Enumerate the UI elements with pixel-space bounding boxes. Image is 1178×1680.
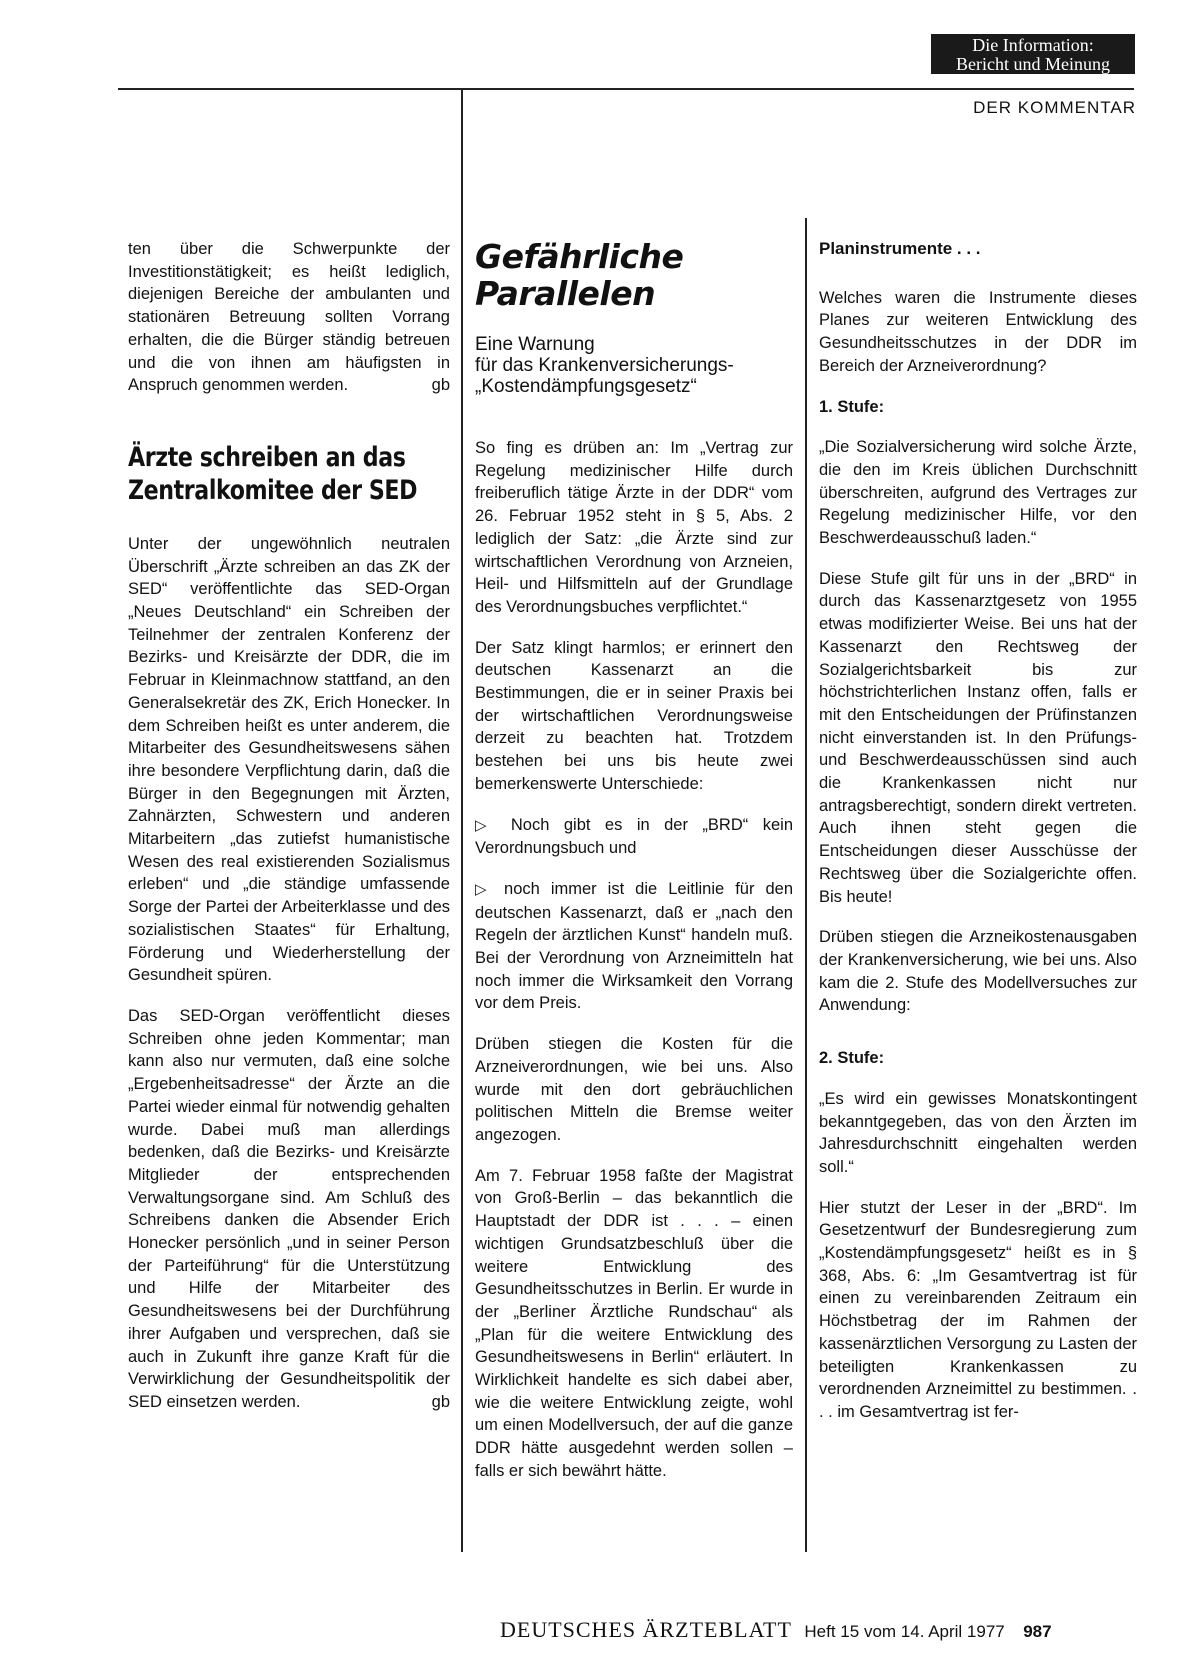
- badge-line-2: Bericht und Meinung: [956, 54, 1110, 74]
- stage-2-heading: 2. Stufe:: [819, 1049, 885, 1068]
- page-number: 987: [1023, 1622, 1052, 1641]
- triangle-bullet-icon: ▷: [475, 816, 497, 834]
- subtitle-line-3: „Kostendämpfungsgesetz“: [475, 376, 697, 397]
- triangle-bullet-icon: ▷: [475, 880, 493, 898]
- column-left: [128, 238, 450, 1432]
- section-kicker: DER KOMMENTAR: [973, 98, 1136, 117]
- column-middle: [475, 238, 793, 1501]
- headline-aerzte: Ärzte schreiben an das Zentralkomitee der SED: [128, 441, 418, 506]
- stage-1-heading: 1. Stufe:: [819, 397, 885, 416]
- subtitle-line-1: Eine Warnung: [475, 334, 595, 355]
- right-paragraph-4: Drüben stiegen die Arzneikostenausgaben der Krankenversicherung, wie bei uns. Also kam die 2. Stufe des Modellversuches zur Anwendung:: [819, 928, 1137, 1015]
- comment-paragraph-3: Drüben stiegen die Kosten für die Arzneiverordnungen, wie bei uns. Also wurde mit den dort gebräuchlichen politischen Mitteln die Bremse weiter angezogen.: [475, 1035, 793, 1144]
- bullet-text-2: noch immer ist die Leitlinie für den deutschen Kassenarzt, daß er „nach den Regeln der ärztlichen Kunst“ handeln muß. Bei der Verordnung von Arzneimitteln hat noch immer die Wirksamkeit den Vorrang vor dem Preis.: [475, 879, 793, 1013]
- right-paragraph-1: Welches waren die Instrumente dieses Planes zur weiteren Entwicklung des Gesundheitsschutzes in der DDR im Bereich der Arzneiverordnung?: [819, 288, 1137, 375]
- comment-paragraph-2: Der Satz klingt harmlos; er erinnert den deutschen Kassenarzt an die Bestimmungen, die er in seiner Praxis bei der wirtschaftlichen Verordnungsweise derzeit zu beachten hat. Trotzdem bestehen bei uns bis heute zwei bemerkenswerte Unterschiede:: [475, 638, 793, 793]
- journal-masthead: DEUTSCHES ÄRZTEBLATT: [500, 1617, 792, 1642]
- column-right: [819, 238, 1137, 1442]
- headline-parallelen: Gefährliche Parallelen: [475, 237, 684, 313]
- intro-text: ten über die Schwerpunkte der Investitionstätigkeit; es heißt lediglich, diejenigen Bereiche der ambulanten und stationären Betreuung sollten Vorrang erhalten, die die Bürger ständig betreuen und die von ihnen am häufigsten in Anspruch genommen werden.: [128, 240, 450, 395]
- subtitle: [475, 334, 793, 397]
- badge-line-1: Die Information:: [972, 35, 1094, 55]
- section-badge: [931, 34, 1135, 74]
- article-paragraph-2-text: Das SED-Organ veröffentlicht dieses Schreiben ohne jeden Kommentar; man kann also nur vermuten, daß eine solche „Ergebenheitsadresse“ der Ärzte an die Partei wieder einmal für notwendig gehalten wurde. Dabei muß man allerdings bedenken, daß die Bezirks- und Kreisärzte Mitglieder der entsprechenden Verwaltungsorgane sind. Am Schluß des Schreibens danken die Absender Erich Honecker persönlich „und in seiner Person der Parteiführung“ für die Unterstützung und Hilfe der Mitarbeiter des Gesundheitswesens bei der Durchführung ihrer Aufgaben und versprechen, daß sie auch in Zukunft ihre ganze Kraft für die Verwirklichung der Gesundheitspolitik der SED einsetzen werden.: [128, 1006, 450, 1411]
- comment-paragraph-4: Am 7. Februar 1958 faßte der Magistrat von Groß-Berlin – das bekanntlich die Hauptstadt der DDR ist . . . – einen wichtigen Grundsatzbeschluß über die weitere Entwicklung des Gesundheitsschutzes in Berlin. Er wurde in der „Berliner Ärztliche Rundschau“ als „Plan für die weitere Entwicklung des Gesundheitswesens in Berlin“ erläutert. In Wirklichkeit handelte es sich dabei aber, wie die weitere Entwicklung zeigte, wohl um einen Modellversuch, der auf die ganze DDR hätte ausgedehnt werden sollen – falls er sich bewährt hätte.: [475, 1166, 793, 1480]
- page-footer: [500, 1617, 1052, 1643]
- right-paragraph-5: „Es wird ein gewisses Monatskontingent bekanntgegeben, das von den Ärzten im Jahresdurchschnitt eingehalten werden soll.“: [819, 1089, 1137, 1176]
- article-paragraph-1: Unter der ungewöhnlich neutralen Überschrift „Ärzte schreiben an das ZK der SED“ veröffentlichte das SED-Organ „Neues Deutschland“ ein Schreiben der Teilnehmer der zentralen Konferenz der Bezirks- und Kreisärzte der DDR, die im Februar in Kleinmachnow stattfand, an den Generalsekretär des ZK, Erich Honecker. In dem Schreiben heißt es unter anderem, die Mitarbeiter des Gesundheitswesens sähen ihre besondere Verpflichtung darin, daß die Bürger in den Begegnungen mit Ärzten, Zahnärzten, Schwestern und anderen Mitarbeitern „das zutiefst humanistische Wesen des real existierenden Sozialismus erleben“ und „die ständige umfassende Sorge der Partei der Arbeiterklasse und des sozialistischen Staates“ für Erhaltung, Förderung und Wiederherstellung der Gesundheit spüren.: [128, 534, 450, 985]
- intro-paragraph: [128, 238, 450, 397]
- bullet-item-1: [475, 814, 793, 860]
- comment-paragraph-1: So fing es drüben an: Im „Vertrag zur Regelung medizinischer Hilfe durch freiberuflich tätige Ärzte in der DDR“ vom 26. Februar 1952 steht in § 5, Abs. 2 lediglich der Satz: „die Ärzte sind zur wirtschaftlichen Verordnung von Arzneien, Heil- und Hilfsmitteln auf der Grundlage des Verordnungsbuches verpflichtet.“: [475, 439, 793, 616]
- top-rule: [118, 88, 1134, 90]
- bullet-text-1: Noch gibt es in der „BRD“ kein Verordnungsbuch und: [475, 815, 793, 858]
- right-paragraph-3: Diese Stufe gilt für uns in der „BRD“ in durch das Kassenarztgesetz von 1955 etwas modifizierter Weise. Bei uns hat der Kassenarzt den Rechtsweg der Sozialgerichtsbarkeit bis zur höchstrichterlichen Instanz offen, falls er mit den Entscheidungen der Prüfinstanzen nicht einverstanden ist. In den Prüfungs- und Beschwerdeausschüssen sind auch die Krankenkassen nicht nur antragsberechtigt, sondern direkt vertreten. Auch ihnen steht gegen die Entscheidungen dieser Ausschüsse der Rechtsweg über die Sozialgerichte offen. Bis heute!: [819, 569, 1137, 906]
- issue-info: Heft 15 vom 14. April 1977: [804, 1622, 1005, 1641]
- subtitle-line-2: für das Krankenversicherungs-: [475, 355, 734, 376]
- column-divider-2: [805, 218, 807, 1552]
- right-paragraph-2: „Die Sozialversicherung wird solche Ärzte, die den im Kreis üblichen Durchschnitt überschreiten, aufgrund des Vertrages zur Regelung medizinischer Hilfe, vor den Beschwerdeausschuß laden.“: [819, 438, 1137, 548]
- right-paragraph-6: Hier stutzt der Leser in der „BRD“. Im Gesetzentwurf der Bundesregierung zum „Kostendämpfungsgesetz“ heißt es in § 368, Abs. 6: „Im Gesamtvertrag ist für einen zu vereinbarenden Zeitraum ein Höchstbetrag der im Rahmen der kassenärztlichen Versorgung zu Lasten der beteiligten Krankenkassen zu verordnenden Arzneimittel zu bestimmen. . . . im Gesamtvertrag ist fer-: [819, 1198, 1137, 1421]
- column-divider-1: [461, 90, 463, 1552]
- bullet-item-2: [475, 878, 793, 1015]
- intro-signature: gb: [431, 376, 450, 395]
- article-paragraph-2: [128, 1005, 450, 1414]
- article-signature: gb: [431, 1392, 450, 1411]
- side-heading: Planinstrumente . . .: [819, 239, 981, 258]
